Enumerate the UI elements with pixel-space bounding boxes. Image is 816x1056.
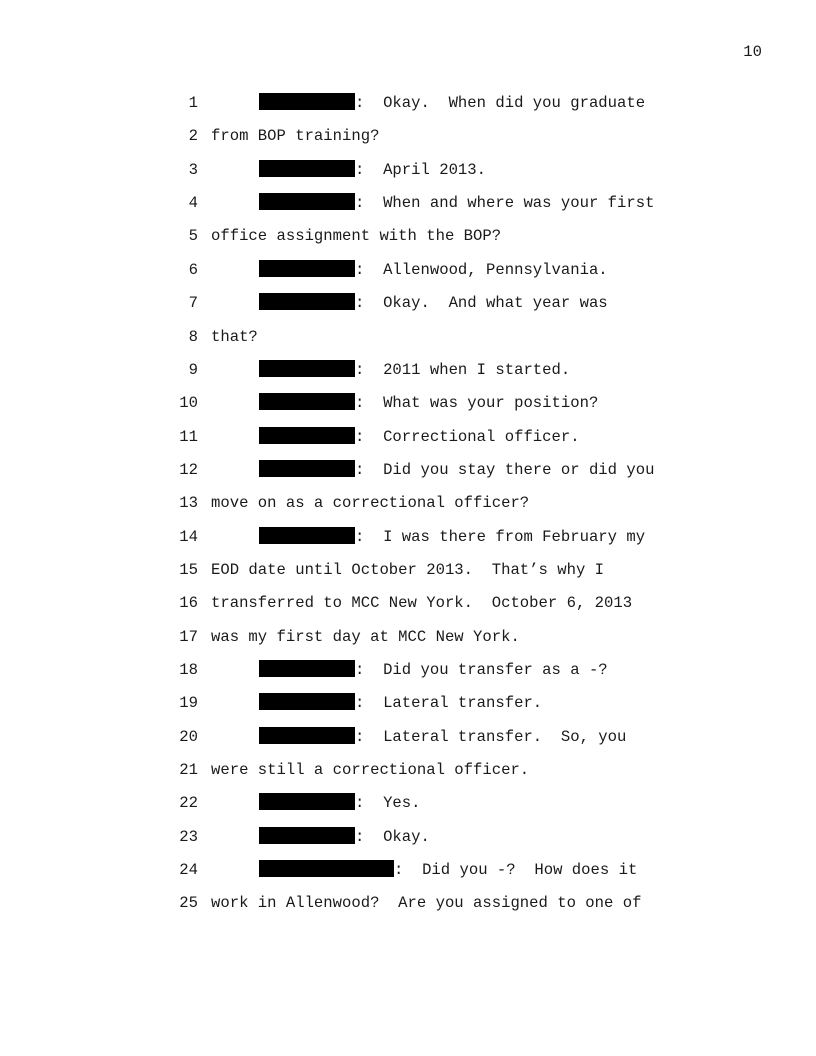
line-text: Did you stay there or did you (364, 460, 655, 479)
line-text: April 2013. (364, 160, 487, 179)
transcript-line (0, 793, 816, 813)
line-number: 4 (188, 194, 198, 213)
line-text: Correctional officer. (364, 427, 580, 446)
line-text: What was your position? (364, 394, 599, 413)
line-text: was my first day at MCC New York. (211, 627, 520, 646)
line-number: 2 (188, 127, 198, 146)
line-text: Okay. When did you graduate (364, 94, 646, 112)
line-text: Yes. (364, 794, 421, 813)
line-number: 10 (179, 394, 198, 413)
line-number: 5 (188, 227, 198, 246)
line-number: 23 (179, 827, 198, 846)
redacted-speaker-name (259, 827, 355, 844)
redacted-speaker-name (259, 93, 355, 110)
redacted-speaker-name (259, 360, 355, 377)
line-text: transferred to MCC New York. October 6, 2013 (211, 594, 633, 613)
speaker-colon: : (355, 460, 365, 479)
redacted-speaker-name (259, 260, 355, 277)
line-number: 17 (179, 627, 198, 646)
transcript-line (0, 693, 816, 713)
line-number: 21 (179, 761, 198, 779)
speaker-turn (259, 360, 570, 380)
line-text: Lateral transfer. (364, 694, 543, 713)
line-text: I was there from February my (364, 527, 646, 546)
speaker-turn (259, 527, 645, 547)
line-number: 3 (188, 160, 198, 179)
speaker-turn (259, 793, 421, 813)
transcript-line (0, 660, 816, 680)
speaker-turn (259, 293, 608, 313)
line-number: 20 (179, 727, 198, 746)
redacted-speaker-name (259, 860, 394, 877)
speaker-turn (259, 393, 598, 413)
speaker-colon: : (394, 861, 404, 880)
speaker-turn (259, 93, 645, 113)
line-number: 24 (179, 861, 198, 880)
speaker-colon: : (355, 527, 365, 546)
line-text: work in Allenwood? Are you assigned to one of (211, 894, 642, 913)
speaker-colon: : (355, 827, 365, 846)
redacted-speaker-name (259, 293, 355, 310)
line-number: 11 (179, 427, 198, 446)
transcript-line (0, 593, 816, 613)
speaker-colon: : (355, 360, 365, 379)
redacted-speaker-name (259, 427, 355, 444)
line-number: 16 (179, 594, 198, 613)
page-number: 10 (743, 43, 762, 61)
speaker-turn (259, 660, 608, 680)
speaker-colon: : (355, 694, 365, 713)
speaker-colon: : (355, 294, 365, 313)
transcript-line (0, 727, 816, 747)
transcript-line (0, 427, 816, 447)
transcript-line (0, 627, 816, 647)
line-text: 2011 when I started. (364, 360, 571, 379)
line-number: 12 (179, 460, 198, 479)
redacted-speaker-name (259, 693, 355, 710)
line-text: Did you transfer as a -? (364, 661, 608, 679)
line-number: 22 (179, 794, 198, 813)
line-text: Okay. (364, 827, 430, 846)
speaker-turn (259, 727, 626, 747)
line-text: were still a correctional officer. (211, 761, 530, 779)
transcript-line (0, 93, 816, 113)
transcript-line (0, 827, 816, 847)
transcript-line (0, 393, 816, 413)
speaker-colon: : (355, 427, 365, 446)
speaker-turn (259, 260, 608, 280)
redacted-speaker-name (259, 660, 355, 677)
transcript-line (0, 860, 816, 880)
speaker-turn (259, 193, 654, 213)
line-text: Lateral transfer. So, you (364, 727, 627, 746)
transcript-line (0, 893, 816, 913)
redacted-speaker-name (259, 727, 355, 744)
transcript-line (0, 260, 816, 280)
transcript-line (0, 560, 816, 580)
speaker-colon: : (355, 160, 365, 179)
line-text: Okay. And what year was (364, 294, 608, 313)
speaker-colon: : (355, 94, 365, 112)
transcript-line (0, 760, 816, 780)
speaker-turn (259, 693, 542, 713)
redacted-speaker-name (259, 393, 355, 410)
speaker-turn (259, 427, 580, 447)
transcript-line (0, 226, 816, 246)
redacted-speaker-name (259, 460, 355, 477)
line-text: When and where was your first (364, 194, 655, 213)
transcript-line (0, 460, 816, 480)
line-text: EOD date until October 2013. That’s why I (211, 560, 605, 579)
speaker-colon: : (355, 260, 365, 279)
speaker-colon: : (355, 394, 365, 413)
line-text: Did you -? How does it (403, 861, 638, 880)
speaker-colon: : (355, 794, 365, 813)
line-text: from BOP training? (211, 127, 380, 146)
speaker-turn (259, 827, 430, 847)
line-number: 8 (188, 327, 198, 346)
speaker-colon: : (355, 661, 365, 679)
line-number: 15 (179, 560, 198, 579)
line-text: that? (211, 327, 258, 346)
speaker-turn (259, 860, 637, 880)
line-number: 6 (188, 260, 198, 279)
redacted-speaker-name (259, 793, 355, 810)
line-number: 9 (188, 360, 198, 379)
transcript-line (0, 193, 816, 213)
speaker-colon: : (355, 727, 365, 746)
line-number: 7 (188, 294, 198, 313)
line-number: 19 (179, 694, 198, 713)
transcript-line (0, 160, 816, 180)
line-text: office assignment with the BOP? (211, 227, 502, 246)
transcript-line (0, 126, 816, 146)
line-number: 14 (179, 527, 198, 546)
line-number: 1 (188, 94, 198, 112)
transcript-line (0, 527, 816, 547)
speaker-turn (259, 460, 654, 480)
line-text: Allenwood, Pennsylvania. (364, 260, 608, 279)
redacted-speaker-name (259, 160, 355, 177)
speaker-colon: : (355, 194, 365, 213)
line-number: 13 (179, 494, 198, 513)
line-number: 18 (179, 661, 198, 679)
line-text: move on as a correctional officer? (211, 494, 530, 513)
transcript-line (0, 293, 816, 313)
speaker-turn (259, 160, 486, 180)
transcript-line (0, 327, 816, 347)
redacted-speaker-name (259, 527, 355, 544)
redacted-speaker-name (259, 193, 355, 210)
transcript-line (0, 493, 816, 513)
line-number: 25 (179, 894, 198, 913)
transcript-line (0, 360, 816, 380)
